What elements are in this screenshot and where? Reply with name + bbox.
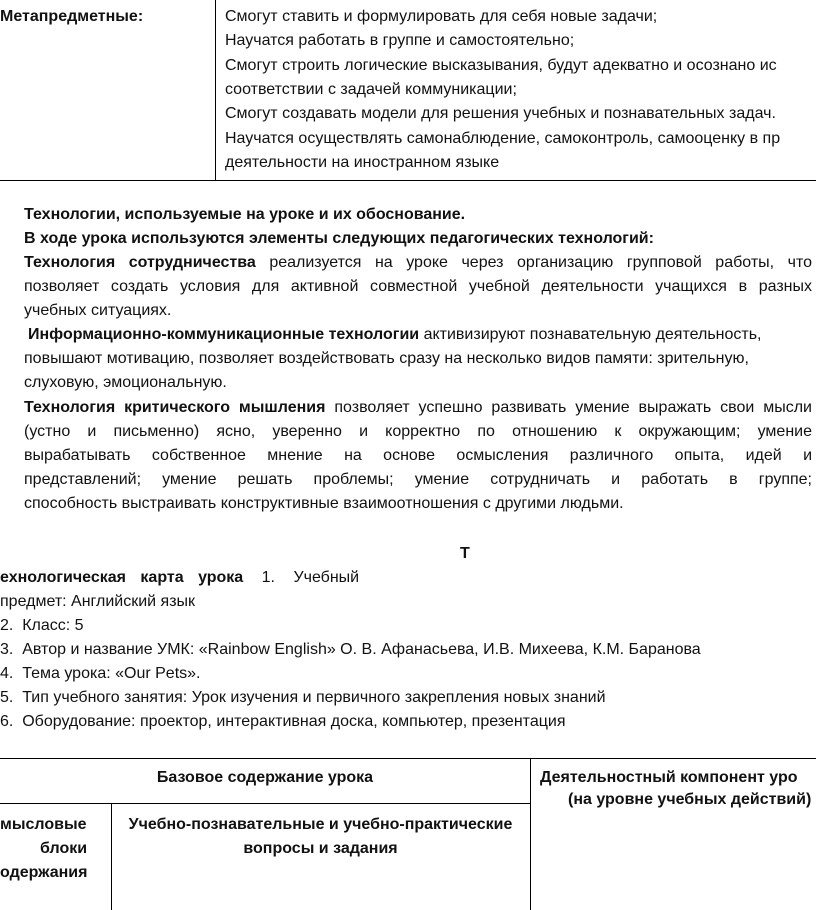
list-item xyxy=(0,617,84,635)
list-item xyxy=(0,665,200,683)
top-table-item: деятельности на иностранном языке xyxy=(225,154,500,171)
paragraph-line: способность выстраивать конструктивные взаимоотношения с другими людьми. xyxy=(24,495,624,512)
list-text: предмет: Английский язык xyxy=(0,593,196,610)
bottom-table-inner-border xyxy=(0,803,530,804)
list-number: 5. xyxy=(0,689,14,706)
questions-header-line: вопросы и задания xyxy=(243,840,398,857)
activity-header xyxy=(540,769,816,809)
blocks-header-line: мысловые xyxy=(0,816,87,833)
list-text: Тема урока: «Our Pets». xyxy=(22,665,201,682)
paragraph-line xyxy=(28,326,762,344)
technology-name: Информационно-коммуникационные технологии xyxy=(28,326,420,343)
technologies-heading: Технологии, используемые на уроке и их обоснование. xyxy=(24,206,466,223)
list-item xyxy=(0,689,606,707)
technology-name: Технология сотрудничества xyxy=(24,254,256,271)
paragraph-line: повышают мотивацию, позволяет воздействовать сразу на несколько видов памяти: зрительную, xyxy=(24,350,749,367)
paragraph-line: вырабатывать собственное мнение на основе осмысления различного опыта, идей и xyxy=(24,447,812,464)
top-table-label: Метапредметные: xyxy=(0,8,144,25)
tech-map-title-line xyxy=(0,569,359,587)
paragraph-line: (устно и письменно) ясно, уверенно и корректно по отношению к окружающим; умение xyxy=(24,423,812,440)
top-table-item: Смогут создавать модели для решения учебных и познавательных задач. xyxy=(225,105,776,122)
tech-map-letter: Т xyxy=(460,545,470,562)
questions-header xyxy=(111,813,530,861)
top-table-bottom-border xyxy=(0,180,816,181)
bottom-table-divider xyxy=(530,758,531,910)
top-table-item: Научатся осуществлять самонаблюдение, самоконтроль, самооценку в пр xyxy=(225,130,781,147)
paragraph-line: позволяет создать условия для активной совместной учебной деятельности учащихся в разных xyxy=(24,278,812,295)
list-item xyxy=(0,641,701,659)
paragraph-text: активизируют познавательную деятельность, xyxy=(423,326,762,343)
tech-map-title: ехнологическая карта урока xyxy=(0,569,244,586)
list-text: Автор и название УМК: «Rainbow English» О. В. Афанасьева, И.В. Михеева, К.М. Баранова xyxy=(22,641,701,658)
technology-name: Технология критического мышления xyxy=(24,399,326,416)
list-number: 4. xyxy=(0,665,14,682)
blocks-header-line: блоки xyxy=(40,840,88,857)
list-number: 3. xyxy=(0,641,14,658)
activity-header-line: (на уровне учебных действий) xyxy=(568,791,812,808)
list-number: 1. xyxy=(261,569,275,586)
activity-header-line: Деятельностный компонент уро xyxy=(540,769,798,786)
top-table-item: Смогут строить логические высказывания, будут адекватно и осознано ис xyxy=(225,57,777,74)
top-table-item: соответствии с задачей коммуникации; xyxy=(225,81,517,98)
list-text: Класс: 5 xyxy=(22,617,84,634)
list-text: Учебный xyxy=(293,569,360,586)
list-text: Тип учебного занятия: Урок изучения и первичного закрепления новых знаний xyxy=(22,689,606,706)
list-item xyxy=(0,713,565,731)
paragraph-text: позволяет успешно развивать умение выражать свои мысли xyxy=(334,399,812,416)
top-table-item: Научатся работать в группе и самостоятельно; xyxy=(225,32,575,49)
paragraph-line: слуховую, эмоциональную. xyxy=(24,374,227,391)
blocks-header xyxy=(0,813,111,885)
questions-header-line: Учебно-познавательные и учебно-практические xyxy=(128,816,513,833)
technologies-subheading: В ходе урока используются элементы следующих педагогических технологий: xyxy=(24,230,654,247)
blocks-header-line: одержания xyxy=(0,864,88,881)
top-table-column-divider xyxy=(215,0,216,181)
list-number: 6. xyxy=(0,713,14,730)
paragraph-line xyxy=(24,399,812,417)
paragraph-line: учебных ситуациях. xyxy=(24,302,172,319)
base-content-header: Базовое содержание урока xyxy=(156,769,374,786)
list-text: Оборудование: проектор, интерактивная доска, компьютер, презентация xyxy=(22,713,566,730)
top-table-item: Смогут ставить и формулировать для себя новые задачи; xyxy=(225,8,658,25)
list-number: 2. xyxy=(0,617,14,634)
paragraph-line: представлений; умение решать проблемы; умение сотрудничать и работать в группе; xyxy=(24,471,812,488)
bottom-table-top-border xyxy=(0,758,816,759)
paragraph-line xyxy=(24,254,812,272)
paragraph-text: реализуется на уроке через организацию групповой работы, что xyxy=(269,254,813,271)
